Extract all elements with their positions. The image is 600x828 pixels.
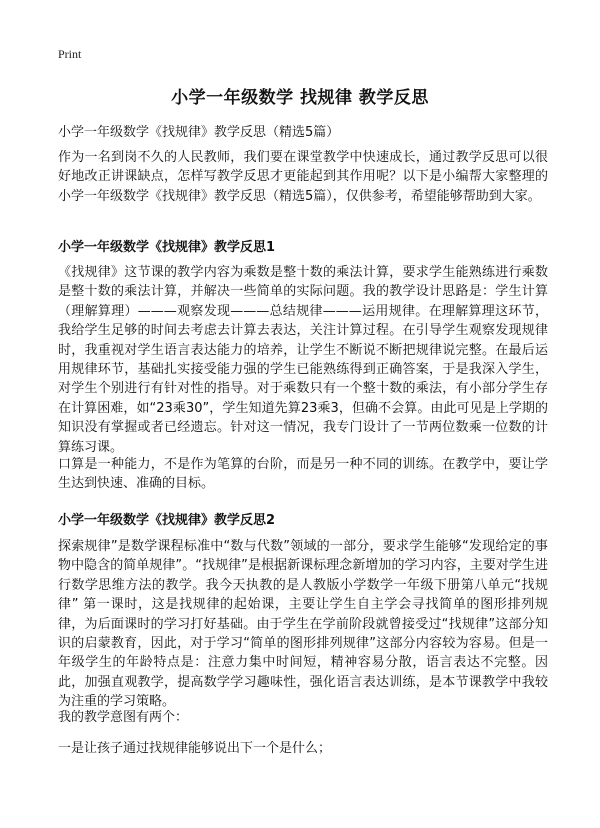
section-2-paragraph-1: 探索规律”是数学课程标准中“数与代数”领域的一部分，要求学生能够“发现给定的事物中隐含的简单规律”。“找规律”是根据新课标理念新增加的学习内容，主要对学生进行数学思维方法的教学。我今天执教的是人教版小学数学一年级下册第八单元“找规律” 第一课时，这是找规律的起始课，主要让学生自主学会寻找简单的图形排列规律，为后面课时的学习打好基础。由于学生在学前阶段就曾接受过“找规律”这部分知识的启蒙教育，因此，对于学习“简单的图形排列规律”这部分内容较为容易。但是一年级学生的年龄特点是：注意力集中时间短，精神容易分散，语言表达不完整。因此，加强直观教学，提高数学学习趣味性，强化语言表达训练，是本节课教学中我较为注重的学习策略。 (58, 539, 548, 710)
section-2-heading: 小学一年级数学《找规律》教学反思2 (58, 513, 276, 528)
section-2-paragraph-3: 一是让孩子通过找规律能够说出下一个是什么； (58, 741, 332, 756)
section-1-paragraph-2: 口算是一种能力，不是作为笔算的台阶，而是另一种不同的训练。在教学中，要让学生达到快速、准确的目标。 (58, 457, 548, 492)
intro-paragraph: 作为一名到岗不久的人民教师，我们要在课堂教学中快速成长，通过教学反思可以很好地改正讲课缺点，怎样写教学反思才更能起到其作用呢？以下是小编帮大家整理的小学一年级数学《找规律》教学反思（精选5篇），仅供参考，希望能够帮助到大家。 (58, 150, 548, 204)
document-subtitle: 小学一年级数学《找规律》教学反思（精选5篇） (58, 125, 340, 140)
print-label[interactable]: Print (58, 47, 82, 61)
page-title: 小学一年级数学 找规律 教学反思 (171, 88, 429, 108)
section-2-paragraph-2: 我的教学意图有两个： (58, 710, 189, 725)
section-1-paragraph-1: 《找规律》这节课的教学内容为乘数是整十数的乘法计算，要求学生能熟练进行乘数是整十数的乘法计算，并解决一些简单的实际问题。我的教学设计思路是：学生计算（理解算理）———观察发现———总结规律———运用规律。在理解算理这环节，我给学生足够的时间去考虑去计算去表达，关注计算过程。在引导学生观察发现规律时，我重视对学生语言表达能力的培养，让学生不断说不断把规律说完整。在最后运用规律环节，基础扎实接受能力强的学生已能熟练得到正确答案，于是我深入学生，对学生个别进行有针对性的指导。对于乘数只有一个整十数的乘法，有小部分学生存在计算困难，如“23乘30”，学生知道先算23乘3，但确不会算。由此可见是上学期的知识没有掌握或者已经遗忘。针对这一情况，我专门设计了一节两位数乘一位数的计算练习课。 (58, 265, 548, 455)
section-1-heading: 小学一年级数学《找规律》教学反思1 (58, 240, 276, 255)
